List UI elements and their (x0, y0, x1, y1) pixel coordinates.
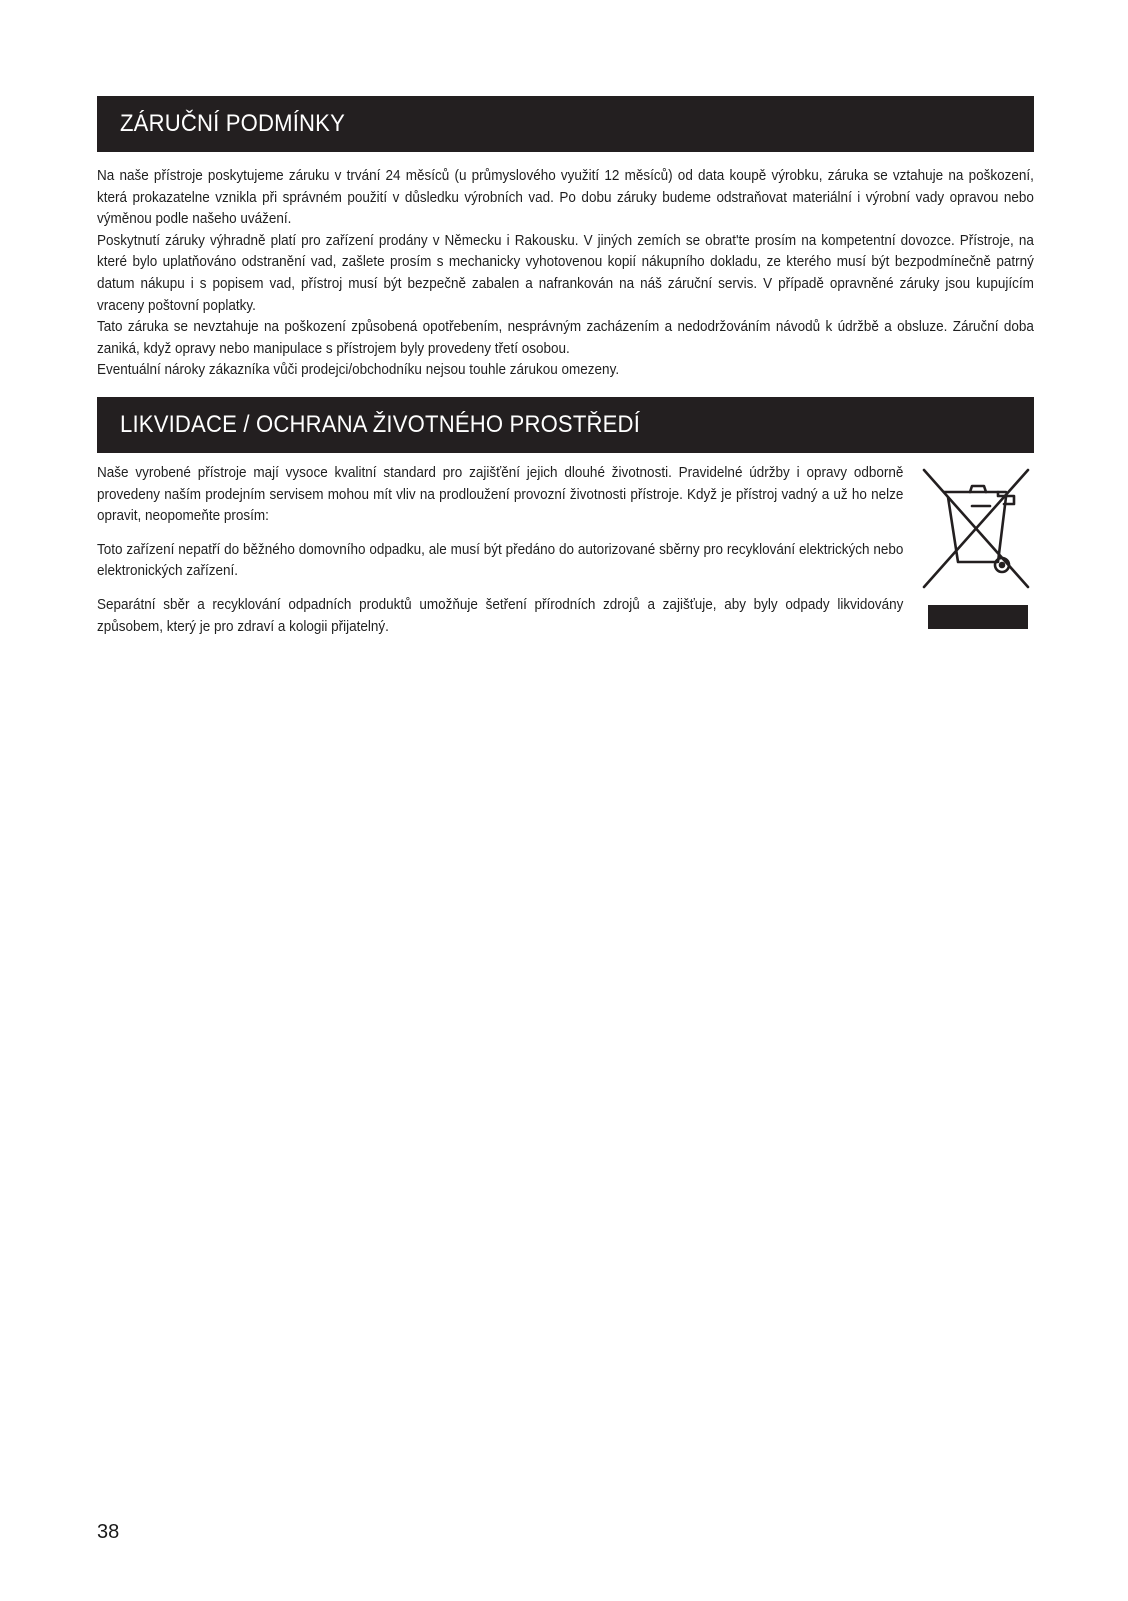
warranty-paragraph: Poskytnutí záruky výhradně platí pro zařízení prodány v Německu i Rakousku. V jiných zemích se obrat'te prosím na kompetentní dovozce. Přístroje, na které bylo uplatňováno odstranění vad, zašlete prosím s mechanicky vyhotovenou kopií nákupního dokladu, ze kterého musí být bezpodmínečně patrný datum nákupu i s popisem vad, přístroj musí být bezpečně zabalen a nafrankován na náš záruční servis. V případě opravněné záruky jsou kupujícím vraceny poštovní poplatky. (97, 231, 1034, 314)
warranty-heading-bar (97, 96, 1034, 152)
disposal-text (97, 462, 903, 649)
warranty-paragraph: Na naše přístroje poskytujeme záruku v trvání 24 měsíců (u průmyslového využití 12 měsíců) od data koupě výrobku, záruka se vztahuje na poškození, která prokazatelne vznikla při správném použití v důsledku výrobních vad. Po dobu záruky budeme odstraňovat materiální i výrobní vady opravou nebo výměnou podle našeho uvážení. (97, 167, 1034, 228)
warranty-heading: ZÁRUČNÍ PODMÍNKY (120, 110, 345, 137)
disposal-paragraph: Toto zařízení nepatří do běžného domovního odpadku, ale musí být předáno do autorizované sběrny pro recyklování elektrických nebo elektronických zařízení. (97, 540, 904, 580)
page-number: 38 (97, 1521, 120, 1543)
crossed-out-wheelie-bin-icon (918, 466, 1034, 593)
disposal-paragraph: Naše vyrobené přístroje mají vysoce kvalitní standard pro zajišťění jejich dlouhé životnosti. Pravidelné údržby i opravy odborně provedeny naším prodejním servisem mohou mít vliv na prodloužení provozní životnosti přístroje. Když je přístroj vadný a už ho nelze opravit, neopomeňte prosím: (97, 464, 904, 525)
warranty-paragraph: Tato záruka se nevztahuje na poškození způsobená opotřebením, nesprávným zacházením a nedodržováním návodů k údržbě a obsluze. Záruční doba zaniká, když opravy nebo manipulace s přístrojem byly provedeny třetí osobou. (97, 318, 1034, 357)
warranty-paragraph: Eventuální nároky zákazníka vůči prodejci/obchodníku nejsou touhle zárukou omezeny. (97, 361, 620, 379)
disposal-heading: LIKVIDACE / OCHRANA ŽIVOTNÉHO PROSTŘEDÍ (120, 411, 641, 438)
weee-underline-bar (928, 605, 1028, 629)
warranty-text (97, 165, 1034, 381)
disposal-heading-bar (97, 397, 1034, 453)
disposal-paragraph: Separátní sběr a recyklování odpadních produktů umožňuje šetření přírodních zdrojů a zajišťuje, aby byly odpady likvidovány způsobem, který je pro zdraví a kologii přijatelný. (97, 595, 904, 635)
